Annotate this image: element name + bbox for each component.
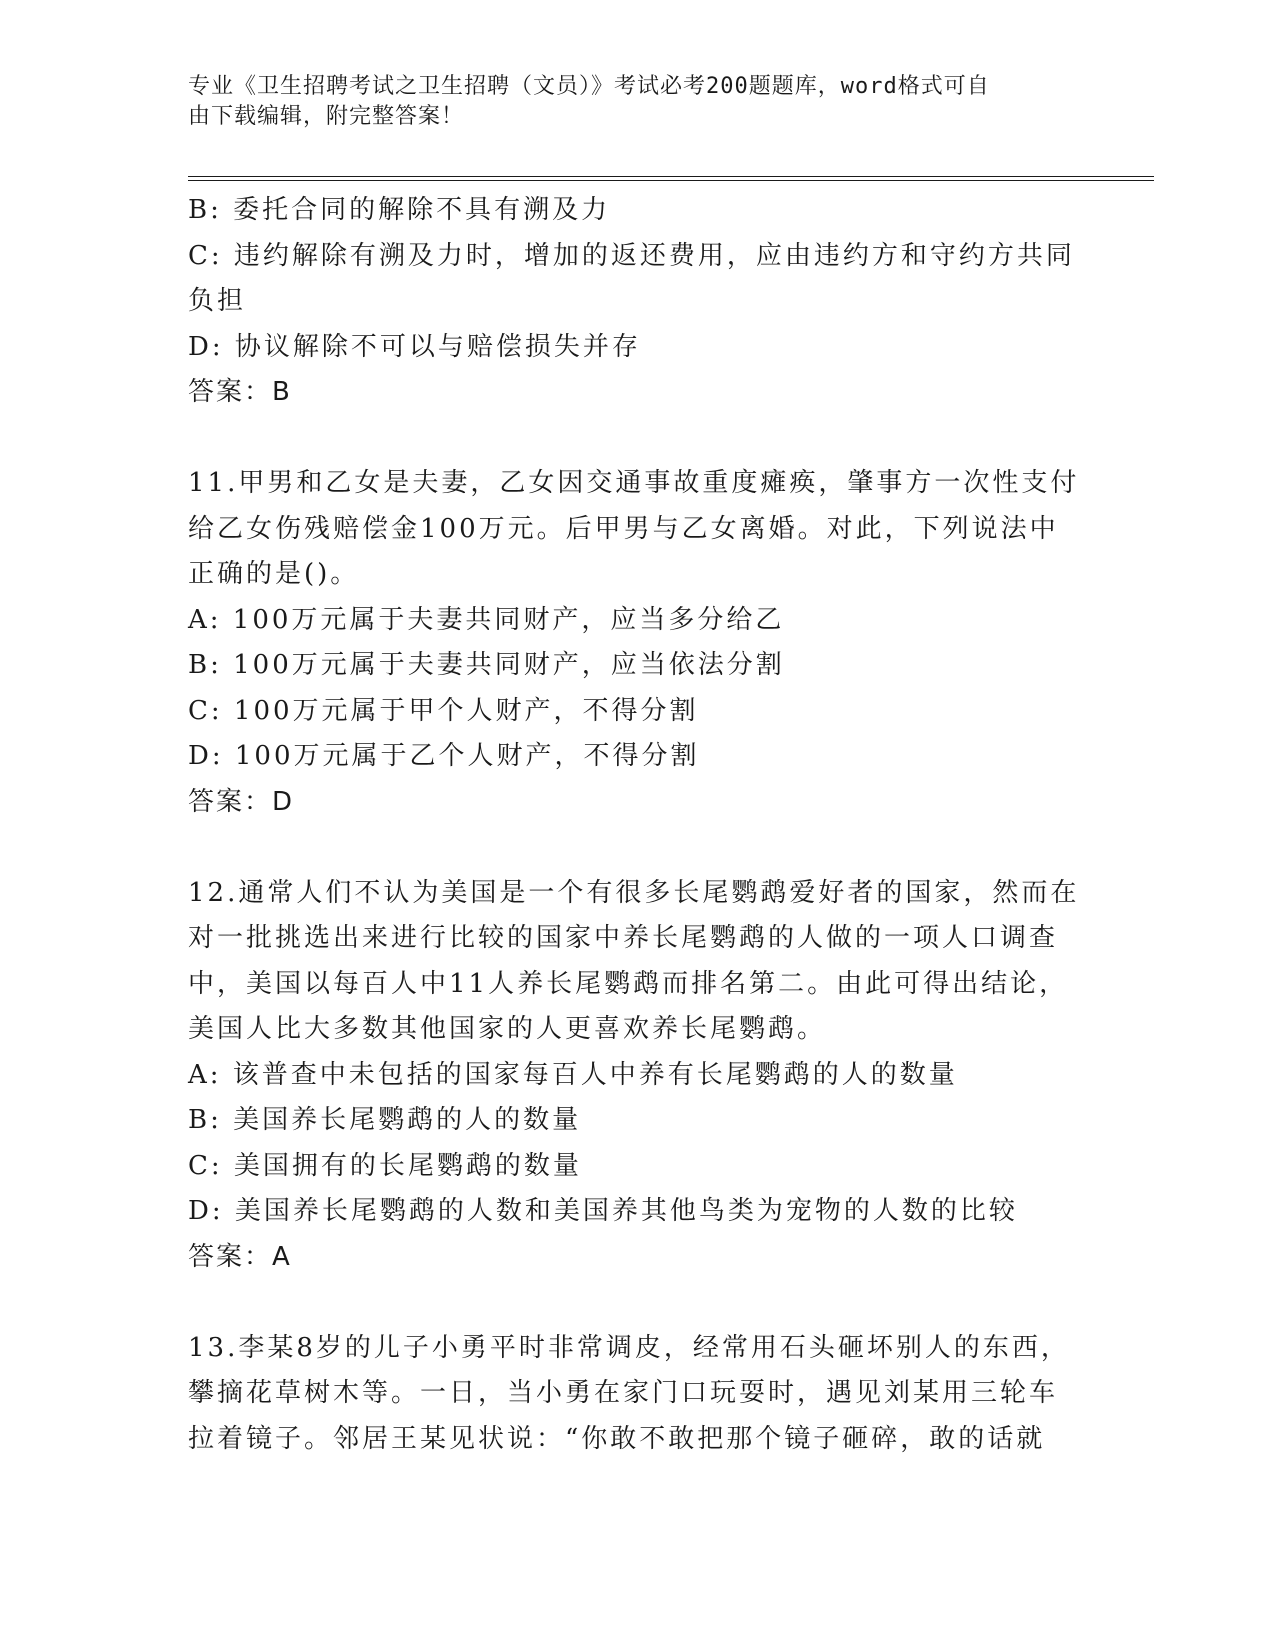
question-11-block — [188, 461, 1088, 825]
question-12-answer: 答案：A — [188, 1241, 292, 1272]
header-line-1: 专业《卫生招聘考试之卫生招聘（文员）》考试必考200题题库，word格式可自 — [188, 74, 990, 99]
question-11-option-b: B: 100万元属于夫妻共同财产，应当依法分割 — [188, 650, 785, 680]
question-12-stem-line-4: 美国人比大多数其他国家的人更喜欢养长尾鹦鹉。 — [188, 1014, 827, 1044]
question-10-answer: 答案：B — [188, 377, 292, 407]
header-line-2: 由下载编辑，附完整答案！ — [188, 104, 465, 129]
question-13-stem-line-3: 拉着镜子。邻居王某见状说：“你敢不敢把那个镜子砸碎，敢的话就 — [188, 1423, 1046, 1454]
question-10-option-b: B: 委托合同的解除不具有溯及力 — [188, 195, 611, 225]
question-12-option-c: C: 美国拥有的长尾鹦鹉的数量 — [188, 1150, 582, 1181]
header-divider-bottom — [188, 180, 1154, 181]
spacer — [188, 1280, 1088, 1326]
question-12-stem-line-1: 12.通常人们不认为美国是一个有很多长尾鹦鹉爱好者的国家，然而在 — [188, 877, 1080, 908]
question-11-stem-line-2: 给乙女伤残赔偿金100万元。后甲男与乙女离婚。对此，下列说法中 — [188, 513, 1059, 544]
question-11-stem-line-1: 11.甲男和乙女是夫妻，乙女因交通事故重度瘫痪，肇事方一次性支付 — [188, 468, 1080, 498]
question-11-stem-line-3: 正确的是()。 — [188, 559, 360, 589]
question-13-block — [188, 1326, 1088, 1463]
question-10-option-c-line-2: 负担 — [188, 286, 247, 316]
question-11-option-a: A: 100万元属于夫妻共同财产，应当多分给乙 — [188, 604, 785, 635]
document-header — [188, 72, 1068, 132]
spacer — [188, 416, 1088, 462]
spacer — [188, 825, 1088, 871]
question-12-stem-line-2: 对一批挑选出来进行比较的国家中养长尾鹦鹉的人做的一项人口调查 — [188, 923, 1059, 953]
question-12-option-b: B: 美国养长尾鹦鹉的人的数量 — [188, 1105, 582, 1135]
question-11-answer: 答案：D — [188, 786, 295, 817]
question-12-block — [188, 871, 1088, 1281]
header-divider-top — [188, 176, 1154, 177]
question-content — [188, 188, 1088, 1462]
question-12-option-d: D: 美国养长尾鹦鹉的人数和美国养其他鸟类为宠物的人数的比较 — [188, 1196, 1018, 1226]
question-13-stem-line-2: 攀摘花草树木等。一日，当小勇在家门口玩耍时，遇见刘某用三轮车 — [188, 1378, 1059, 1408]
question-11-option-c: C: 100万元属于甲个人财产，不得分割 — [188, 695, 699, 726]
question-12-stem-line-3: 中，美国以每百人中11人养长尾鹦鹉而排名第二。由此可得出结论， — [188, 968, 1069, 999]
question-13-stem-line-1: 13.李某8岁的儿子小勇平时非常调皮，经常用石头砸坏别人的东西， — [188, 1332, 1070, 1363]
question-11-option-d: D: 100万元属于乙个人财产，不得分割 — [188, 741, 700, 771]
question-10-option-c-line-1: C: 违约解除有溯及力时，增加的返还费用，应由违约方和守约方共同 — [188, 240, 1075, 271]
question-12-option-a: A: 该普查中未包括的国家每百人中养有长尾鹦鹉的人的数量 — [188, 1059, 958, 1090]
question-10-block — [188, 188, 1088, 416]
question-10-option-d: D: 协议解除不可以与赔偿损失并存 — [188, 331, 641, 362]
